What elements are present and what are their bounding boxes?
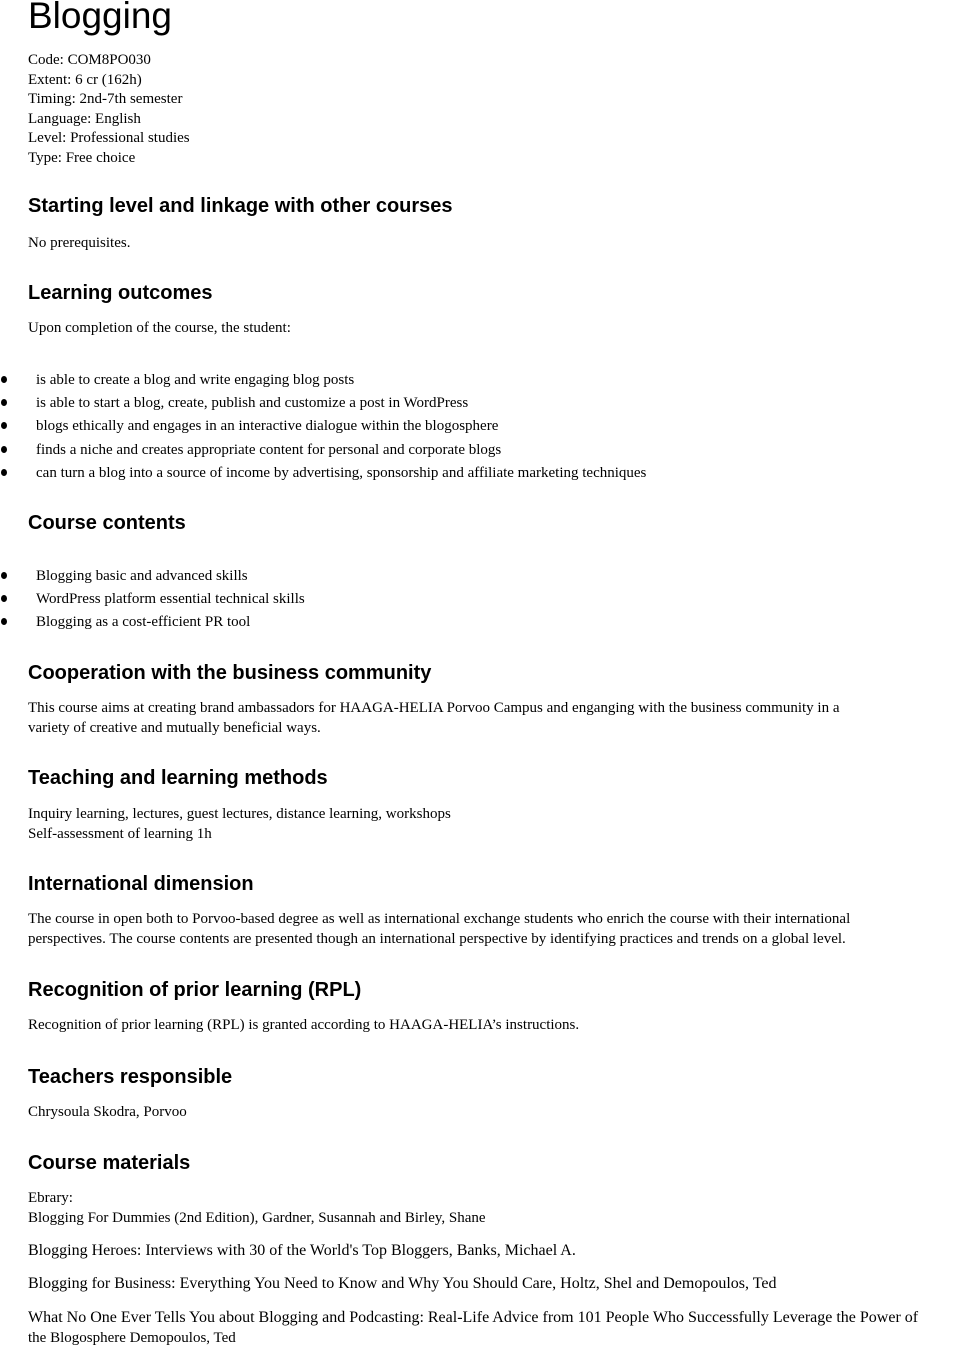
page-title: Blogging (28, 0, 173, 36)
bullet-icon (1, 595, 7, 602)
heading-international-dimension: International dimension (28, 873, 254, 895)
list-item-text: WordPress platform essential technical skills (36, 591, 305, 608)
international-dimension-text (28, 909, 948, 948)
starting-level-line: No prerequisites. (28, 235, 131, 251)
international-dimension-line: perspectives. The course contents are presented though an international perspective by identifying practices and trends on a global level. (28, 930, 846, 947)
cooperation-text (28, 698, 948, 737)
course-level: Level: Professional studies (28, 130, 190, 146)
list-item-text: can turn a blog into a source of income by advertising, sponsorship and affiliate marketing techniques (36, 464, 647, 481)
rpl-text (28, 1015, 948, 1035)
list-item-text: is able to create a blog and write engaging blog posts (36, 372, 355, 388)
list-item-text: Blogging basic and advanced skills (36, 568, 248, 584)
ebrary-label: Ebrary: (28, 1190, 73, 1206)
material-entry: Blogging For Dummies (2nd Edition), Gardner, Susannah and Birley, Shane (28, 1209, 486, 1226)
heading-cooperation: Cooperation with the business community (28, 662, 432, 684)
rpl-line: Recognition of prior learning (RPL) is granted according to HAAGA-HELIA’s instructions. (28, 1017, 580, 1033)
heading-starting-level: Starting level and linkage with other courses (28, 195, 453, 217)
list-item-text: blogs ethically and engages in an interactive dialogue within the blogosphere (36, 418, 499, 435)
list-item-text: is able to start a blog, create, publish and customize a post in WordPress (36, 395, 469, 412)
bullet-icon (1, 469, 7, 476)
starting-level-text (28, 233, 948, 253)
course-extent: Extent: 6 cr (162h) (28, 71, 142, 88)
material-entry: What No One Ever Tells You about Blogging and Podcasting: Real-Life Advice from 101 People Who Successfully Leverage the Power of (28, 1308, 919, 1326)
bullet-icon (1, 399, 7, 406)
heading-course-contents: Course contents (28, 512, 186, 534)
heading-learning-outcomes: Learning outcomes (28, 282, 213, 304)
cooperation-line: variety of creative and mutually beneficial ways. (28, 719, 321, 736)
teaching-methods-line: Inquiry learning, lectures, guest lectures, distance learning, workshops (28, 806, 451, 822)
teaching-methods-text (28, 804, 948, 843)
course-materials-list (28, 1188, 948, 1348)
list-item-text: finds a niche and creates appropriate content for personal and corporate blogs (36, 441, 502, 458)
course-meta (28, 50, 190, 167)
bullet-icon (1, 618, 7, 625)
course-timing: Timing: 2nd-7th semester (28, 91, 183, 107)
bullet-icon (1, 422, 7, 429)
international-dimension-line: The course in open both to Porvoo-based degree as well as international exchange students who enrich the course with their international (28, 911, 851, 927)
cooperation-line: This course aims at creating brand ambassadors for HAAGA-HELIA Porvoo Campus and enganging with the business community in a (28, 700, 840, 716)
heading-teachers: Teachers responsible (28, 1066, 233, 1088)
teachers-line: Chrysoula Skodra, Porvoo (28, 1104, 187, 1120)
bullet-icon (1, 376, 7, 383)
material-entry-continuation: the Blogosphere Demopoulos, Ted (28, 1329, 236, 1346)
list-item-text: Blogging as a cost-efficient PR tool (36, 614, 251, 631)
material-entry: Blogging Heroes: Interviews with 30 of the World's Top Bloggers, Banks, Michael A. (28, 1241, 576, 1259)
course-language: Language: English (28, 110, 141, 127)
learning-outcomes-intro-line: Upon completion of the course, the student: (28, 320, 291, 336)
teachers-text (28, 1102, 948, 1122)
heading-course-materials: Course materials (28, 1152, 191, 1174)
material-entry: Blogging for Business: Everything You Need to Know and Why You Should Care, Holtz, Shel and Demopoulos, Ted (28, 1275, 777, 1293)
heading-rpl: Recognition of prior learning (RPL) (28, 979, 362, 1001)
course-code: Code: COM8PO030 (28, 52, 151, 68)
teaching-methods-line: Self-assessment of learning 1h (28, 825, 212, 842)
bullet-icon (1, 572, 7, 579)
heading-teaching-methods: Teaching and learning methods (28, 767, 328, 789)
course-type: Type: Free choice (28, 149, 136, 166)
bullet-icon (1, 446, 7, 453)
learning-outcomes-intro (28, 318, 948, 338)
